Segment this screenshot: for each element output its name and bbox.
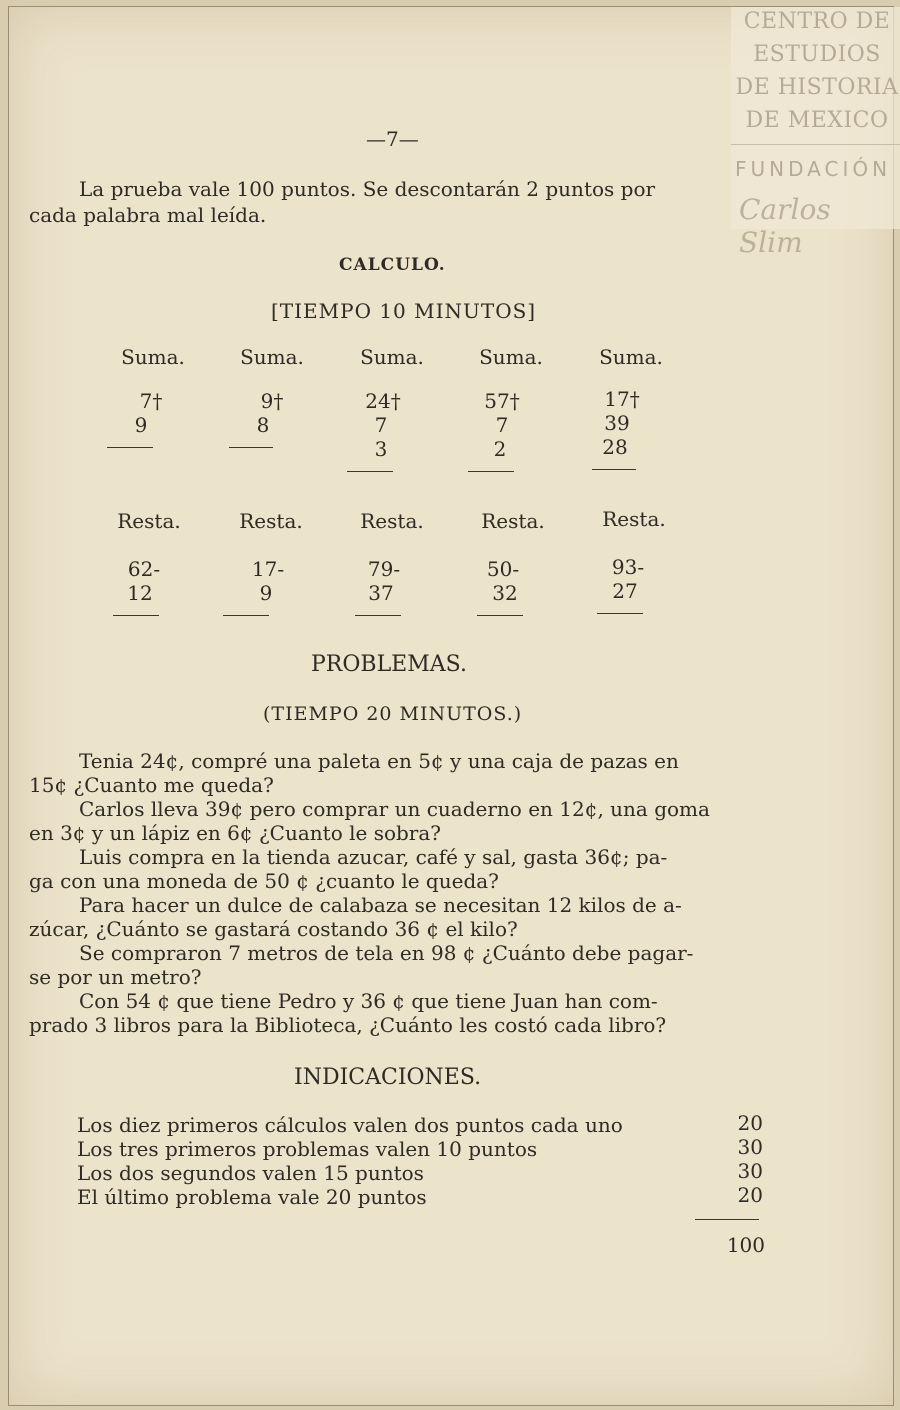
indicaciones-title: INDICACIONES. xyxy=(294,1065,482,1090)
watermark-divider xyxy=(731,144,900,145)
resta-number: 79- xyxy=(367,557,401,581)
resta-number: 9 xyxy=(259,581,273,605)
problem-line: Carlos lleva 39¢ pero comprar un cuaderno en 12¢, una goma xyxy=(79,797,710,821)
sum-rule xyxy=(468,471,514,472)
suma-number: 39 xyxy=(604,411,630,435)
problem-line: Con 54 ¢ que tiene Pedro y 36 ¢ que tiene Juan han com- xyxy=(79,989,658,1013)
suma-number: 7† xyxy=(139,389,163,413)
score-item: Los dos segundos valen 15 puntos xyxy=(77,1161,424,1185)
suma-number: 2 xyxy=(493,437,507,461)
watermark-foundation: FUNDACIÓN xyxy=(735,157,892,181)
document-page xyxy=(8,6,899,1406)
score-item: El último problema vale 20 puntos xyxy=(77,1185,427,1209)
problem-line: se por un metro? xyxy=(29,965,202,989)
suma-number: 3 xyxy=(374,437,388,461)
problem-line: Luis compra en la tienda azucar, café y sal, gasta 36¢; pa- xyxy=(79,845,668,869)
problemas-time: (TIEMPO 20 MINUTOS.) xyxy=(263,703,523,725)
problem-line: ga con una moneda de 50 ¢ ¿cuanto le queda? xyxy=(29,869,499,893)
score-item: Los diez primeros cálculos valen dos puntos cada uno xyxy=(77,1113,623,1137)
problem-line: en 3¢ y un lápiz en 6¢ ¿Cuanto le sobra? xyxy=(29,821,442,845)
resta-number: 12 xyxy=(127,581,153,605)
resta-number: 17- xyxy=(251,557,285,581)
score-points: 30 xyxy=(737,1135,763,1159)
problem-line: Se compraron 7 metros de tela en 98 ¢ ¿Cuánto debe pagar- xyxy=(79,941,694,965)
suma-label: Suma. xyxy=(121,345,185,369)
archive-watermark xyxy=(731,7,900,259)
score-points: 30 xyxy=(737,1159,763,1183)
resta-number: 62- xyxy=(127,557,161,581)
watermark-line: ESTUDIOS xyxy=(753,42,881,67)
diff-rule xyxy=(597,613,643,614)
resta-label: Resta. xyxy=(481,509,545,533)
intro-line-1: La prueba vale 100 puntos. Se descontarán 2 puntos por xyxy=(79,177,656,201)
suma-number: 9† xyxy=(260,389,284,413)
suma-number: 57† xyxy=(484,389,520,413)
watermark-line: DE HISTORIA xyxy=(735,75,899,100)
watermark-signature: Carlos Slim xyxy=(739,193,831,259)
resta-label: Resta. xyxy=(360,509,424,533)
calculo-title: CALCULO. xyxy=(339,255,446,275)
diff-rule xyxy=(223,615,269,616)
suma-number: 28 xyxy=(602,435,628,459)
score-points: 20 xyxy=(737,1183,763,1207)
resta-label: Resta. xyxy=(117,509,181,533)
problem-line: Para hacer un dulce de calabaza se necesitan 12 kilos de a- xyxy=(79,893,682,917)
resta-number: 32 xyxy=(492,581,518,605)
sum-rule xyxy=(347,471,393,472)
total-rule xyxy=(695,1219,759,1220)
suma-number: 7 xyxy=(495,413,509,437)
score-item: Los tres primeros problemas valen 10 puntos xyxy=(77,1137,538,1161)
resta-label: Resta. xyxy=(602,507,666,531)
resta-number: 37 xyxy=(368,581,394,605)
sum-rule xyxy=(229,447,273,448)
suma-number: 24† xyxy=(365,389,401,413)
problem-line: prado 3 libros para la Biblioteca, ¿Cuánto les costó cada libro? xyxy=(29,1013,667,1037)
suma-label: Suma. xyxy=(479,345,543,369)
sum-rule xyxy=(592,469,636,470)
suma-number: 8 xyxy=(256,413,270,437)
page-number: —7— xyxy=(366,127,419,151)
diff-rule xyxy=(113,615,159,616)
score-total: 100 xyxy=(726,1233,765,1257)
calculo-time: [TIEMPO 10 MINUTOS] xyxy=(271,299,537,323)
problem-line: 15¢ ¿Cuanto me queda? xyxy=(29,773,274,797)
diff-rule xyxy=(355,615,401,616)
suma-label: Suma. xyxy=(240,345,304,369)
watermark-line: DE MEXICO xyxy=(745,108,889,133)
problemas-title: PROBLEMAS. xyxy=(311,652,467,677)
suma-label: Suma. xyxy=(599,345,663,369)
suma-number: 17† xyxy=(604,387,640,411)
score-points: 20 xyxy=(737,1111,763,1135)
diff-rule xyxy=(477,615,523,616)
resta-label: Resta. xyxy=(239,509,303,533)
suma-number: 9 xyxy=(134,413,148,437)
suma-number: 7 xyxy=(374,413,388,437)
problem-line: zúcar, ¿Cuánto se gastará costando 36 ¢ el kilo? xyxy=(29,917,518,941)
resta-number: 93- xyxy=(611,555,645,579)
intro-line-2: cada palabra mal leída. xyxy=(29,203,267,227)
suma-label: Suma. xyxy=(360,345,424,369)
resta-number: 27 xyxy=(612,579,638,603)
sum-rule xyxy=(107,447,153,448)
resta-number: 50- xyxy=(486,557,520,581)
watermark-line: CENTRO DE xyxy=(743,9,891,34)
problem-line: Tenia 24¢, compré una paleta en 5¢ y una caja de pazas en xyxy=(79,749,679,773)
